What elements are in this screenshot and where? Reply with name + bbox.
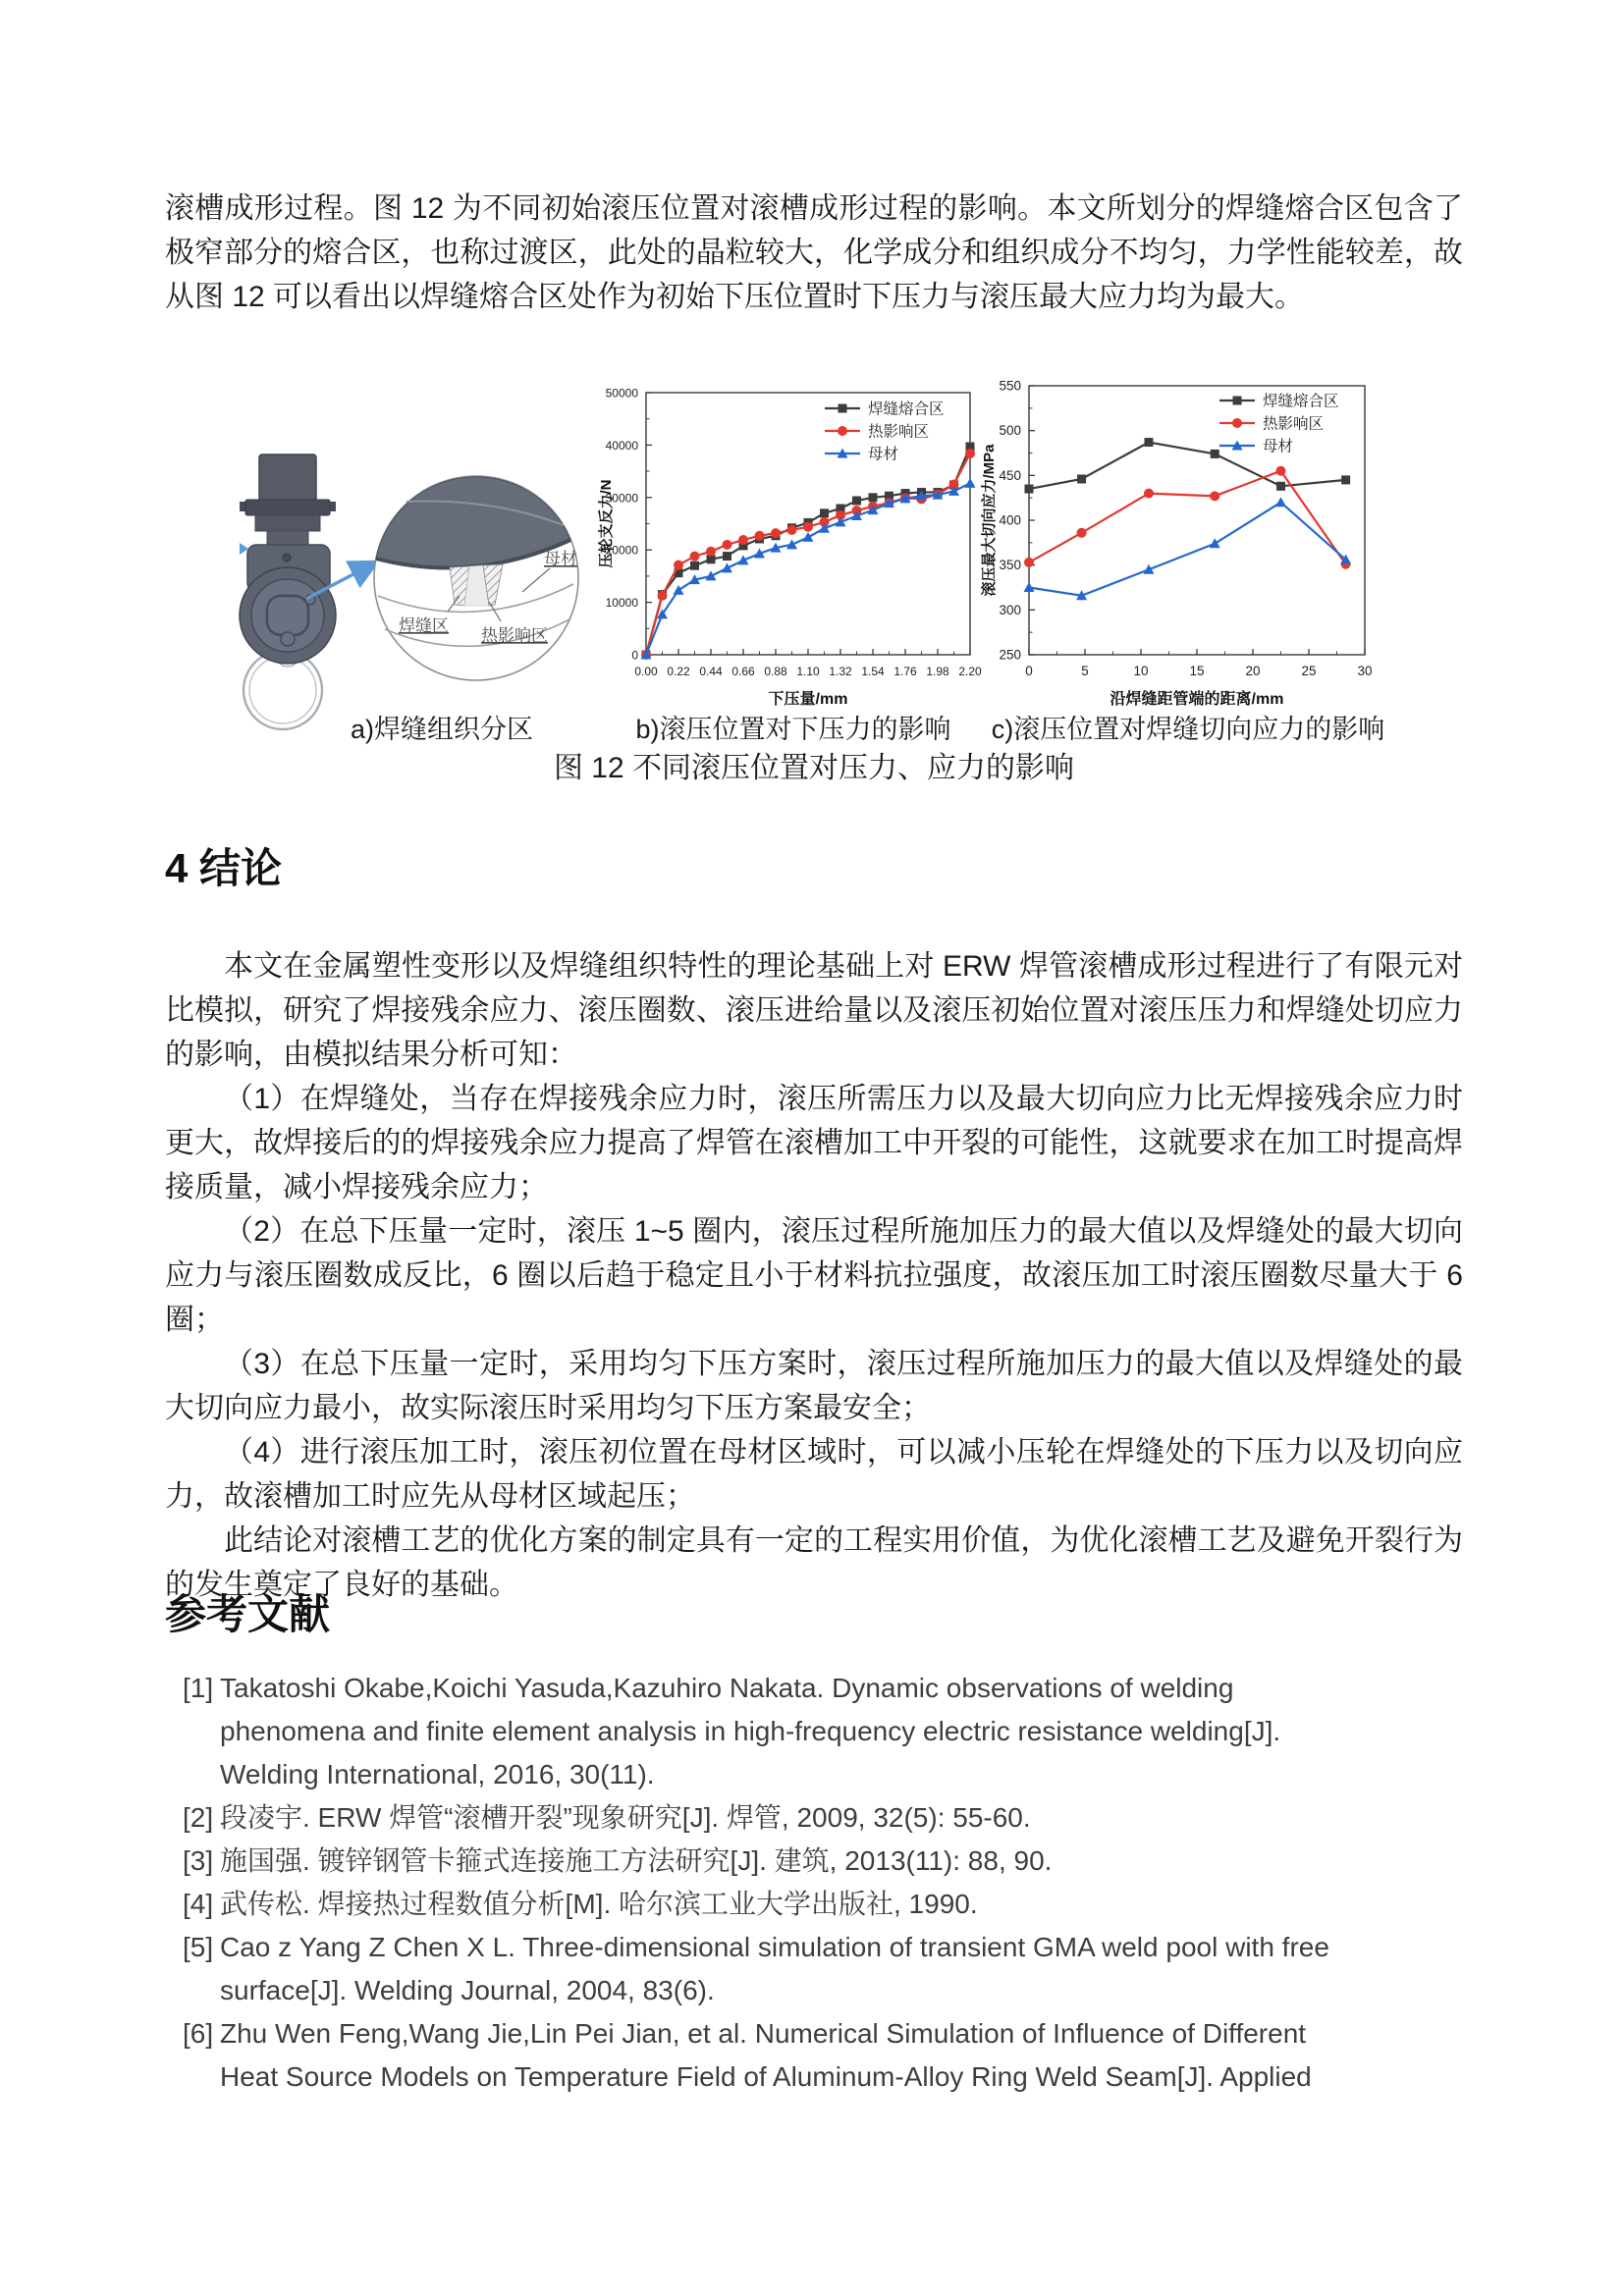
svg-text:下压量/mm: 下压量/mm [768,691,848,708]
svg-text:400: 400 [999,512,1021,528]
svg-text:50000: 50000 [605,386,638,400]
svg-text:550: 550 [999,378,1021,394]
svg-text:0: 0 [631,648,638,663]
svg-text:0.22: 0.22 [667,665,690,678]
reference-item [183,1926,1351,2012]
reference-item [183,1883,1351,1926]
conclusion-item-2: （2）在总下压量一定时，滚压 1~5 圈内，滚压过程所施加压力的最大值以及焊缝处的最大切向应力与滚压圈数成反比，6 圈以后趋于稳定且小于材料抗拉强度，故滚压加工时滚压圈数尽量大于 6 圈； [165,1215,1463,1336]
svg-text:10: 10 [1133,664,1149,678]
section-heading-conclusion: 4 结论 [165,845,283,891]
svg-text:0.66: 0.66 [731,665,755,678]
conclusion-item-1: （1）在焊缝处，当存在焊接残余应力时，滚压所需压力以及最大切向应力比无焊接残余应力时更大，故焊接后的的焊接残余应力提高了焊管在滚槽加工中开裂的可能性，这就要求在加工时提高焊接质量，减小焊接残余应力； [165,1083,1463,1203]
svg-text:350: 350 [999,558,1021,573]
reference-marker: [5] [183,1932,214,1962]
svg-text:2.20: 2.20 [958,665,982,678]
chart-tangential-stress [977,373,1389,719]
svg-text:滚压最大切向应力/MPa: 滚压最大切向应力/MPa [981,444,998,597]
svg-text:1.98: 1.98 [926,665,949,678]
reference-marker: [2] [183,1802,214,1833]
label-haz: 热影响区 [481,626,548,645]
conclusion-paragraph: 本文在金属塑性变形以及焊缝组织特性的理论基础上对 ERW 焊管滚槽成形过程进行了有限元对比模拟，研究了焊接残余应力、滚压圈数、滚压进给量以及滚压初始位置对滚压压力和焊缝处切应力的影响，由模拟结果分析可知： [165,950,1463,1071]
svg-text:450: 450 [999,467,1021,483]
svg-text:0: 0 [1025,664,1033,678]
magnifier-circle [374,476,578,680]
svg-text:20: 20 [1245,664,1261,678]
chart-roll-down-force [597,385,990,717]
svg-text:沿焊缝距管端的距离/mm: 沿焊缝距管端的距离/mm [1110,691,1284,708]
svg-text:30: 30 [1357,664,1373,678]
reference-list [183,1667,1351,2099]
svg-text:0.88: 0.88 [764,665,787,678]
reference-item [183,2012,1351,2099]
reference-text: 段凌宇. ERW 焊管“滚槽开裂”现象研究[J]. 焊管, 2009, 32(5): 55-60. [220,1802,1031,1833]
conclusion-paragraphs [165,944,1463,1607]
reference-text: Takatoshi Okabe,Koichi Yasuda,Kazuhiro Nakata. Dynamic observations of welding phenomena and finite element analysis in high-frequency electric resistance welding[J]. Welding International, 2016, 30(11). [220,1673,1281,1789]
reference-marker: [4] [183,1889,214,1919]
conclusion-item-3: （3）在总下压量一定时，采用均匀下压方案时，滚压过程所施加压力的最大值以及焊缝处的最大切向应力最小，故实际滚压时采用均匀下压方案最安全； [165,1348,1463,1424]
svg-text:25: 25 [1301,664,1317,678]
svg-text:30000: 30000 [605,491,638,506]
conclusion-closing: 此结论对滚槽工艺的优化方案的制定具有一定的工程实用价值，为优化滚槽工艺及避免开裂行为的发生奠定了良好的基础。 [165,1524,1463,1601]
svg-text:热影响区: 热影响区 [868,423,930,441]
caption-subfigure-c: c)滚压位置对焊缝切向应力的影响 [991,715,1385,744]
reference-marker: [3] [183,1845,214,1876]
svg-text:压轮支反力/N: 压轮支反力/N [598,479,615,568]
reference-text: Zhu Wen Feng,Wang Jie,Lin Pei Jian, et al. Numerical Simulation of Influence of Different Heat Source Models on Temperature Field of Aluminum-Alloy Ring Weld Seam[J]. Applied [220,2018,1312,2092]
svg-text:1.10: 1.10 [796,665,820,678]
svg-text:1.76: 1.76 [893,665,917,678]
caption-subfigure-b: b)滚压位置对下压力的影响 [635,715,951,744]
series-line [646,447,970,655]
svg-text:焊缝熔合区: 焊缝熔合区 [1263,393,1339,410]
conclusion-item-4: （4）进行滚压加工时，滚压初位置在母材区域时，可以减小压轮在焊缝处的下压力以及切向应力，故滚槽加工时应先从母材区域起压； [165,1436,1463,1513]
reference-item [183,1840,1351,1883]
svg-text:250: 250 [999,647,1021,663]
reference-marker: [1] [183,1673,214,1703]
svg-text:0.44: 0.44 [699,665,723,678]
svg-text:母材: 母材 [868,446,899,463]
svg-text:500: 500 [999,423,1021,439]
reference-item [183,1796,1351,1840]
svg-text:20000: 20000 [605,543,638,558]
intro-paragraph: 滚槽成形过程。图 12 为不同初始滚压位置对滚槽成形过程的影响。本文所划分的焊缝熔合区包含了极窄部分的熔合区，也称过渡区，此处的晶粒较大，化学成分和组织成分不均匀，力学性能较差，故从图 12 可以看出以焊缝熔合区处作为初始下压位置时下压力与滚压最大应力均为最大。 [165,192,1463,313]
figure-12-caption: 图 12 不同滚压位置对压力、应力的影响 [553,752,1075,784]
series-line [1029,443,1346,489]
weld-zone-diagram [157,447,614,731]
svg-text:300: 300 [999,602,1021,617]
caption-subfigure-a: a)焊缝组织分区 [350,715,533,744]
svg-text:焊缝熔合区: 焊缝熔合区 [868,400,945,418]
svg-text:1.32: 1.32 [829,665,852,678]
svg-text:40000: 40000 [605,438,638,453]
reference-text: 施国强. 镀锌钢管卡箍式连接施工方法研究[J]. 建筑, 2013(11): 88, 90. [220,1845,1053,1876]
svg-text:1.54: 1.54 [861,665,885,678]
svg-text:热影响区: 热影响区 [1263,415,1325,433]
label-base-metal: 母材 [544,550,577,568]
series-line [1029,503,1346,596]
reference-text: Cao z Yang Z Chen X L. Three-dimensional simulation of transient GMA weld pool with free surface[J]. Welding Journal, 2004, 83(6). [220,1932,1329,2005]
svg-text:10000: 10000 [605,596,638,611]
section-heading-references: 参考文献 [165,1591,331,1637]
label-weld-zone: 焊缝区 [399,616,449,635]
svg-text:5: 5 [1081,664,1089,678]
svg-text:母材: 母材 [1263,438,1294,455]
reference-marker: [6] [183,2018,214,2049]
svg-text:15: 15 [1189,664,1205,678]
svg-text:0.00: 0.00 [634,665,658,678]
roller-tool-illustration [240,454,336,664]
reference-text: 武传松. 焊接热过程数值分析[M]. 哈尔滨工业大学出版社, 1990. [220,1889,978,1919]
reference-item [183,1667,1351,1796]
